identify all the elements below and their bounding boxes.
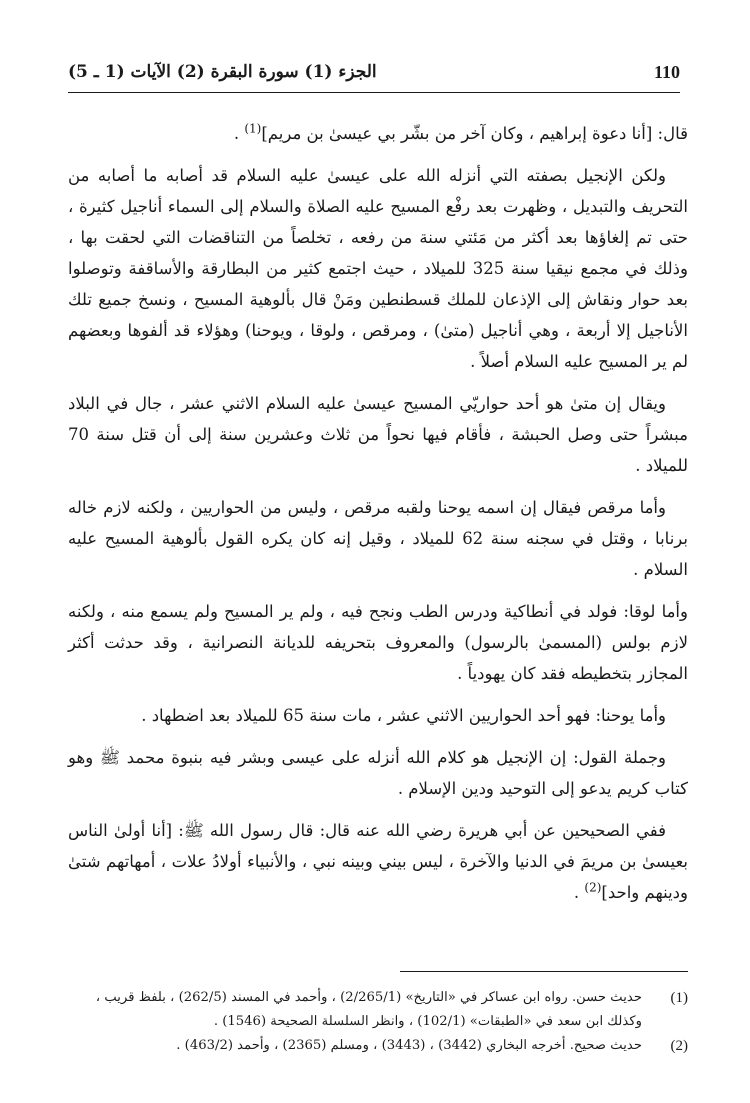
footnote-text: حديث صحيح. أخرجه البخاري (3442) ، (3443) ، ومسلم (2365) ، وأحمد (463/2) .: [176, 1038, 642, 1053]
footnote-2: [68, 1034, 688, 1058]
footnote-1: [68, 986, 688, 1034]
page-number: 110: [653, 62, 680, 82]
footnote-ref-2[interactable]: (2): [584, 880, 602, 895]
footnote-ref-1[interactable]: (1): [244, 121, 262, 136]
footnotes: [68, 986, 688, 1058]
paragraph-3: ويقال إن متىٰ هو أحد حواريّي المسيح عيسىٰ عليه السلام الاثني عشر ، جال في البلاد مبشراً حتى وصل الحبشة ، فأقام فيها نحواً من ثلاث وعشرين سنة إلى أن قتل سنة 70 للميلاد .: [68, 394, 688, 475]
paragraph-tail: .: [233, 124, 240, 143]
page-header: [68, 58, 680, 93]
footnote-number: (2): [670, 1038, 688, 1054]
paragraph-5: وأما لوقا: فولد في أنطاكية ودرس الطب ونجح فيه ، ولم ير المسيح ولم يسمع منه ، ولكنه لازم بولس (المسمىٰ بالرسول) والمعروف بتحريفه للديانة النصرانية ، وقد حدثت أكثر المجازر بتخطيطه فقد كان يهودياً .: [68, 602, 688, 683]
footnote-text: حديث حسن. رواه ابن عساكر في «التاريخ» (2/265/1) ، وأحمد في المسند (262/5) ، بلفظ قريب ، وكذلك ابن سعد في «الطبقات» (102/1) ، وانظر السلسلة الصحيحة (1546) .: [95, 990, 642, 1029]
main-text: [68, 118, 688, 919]
footnote-number: (1): [670, 990, 688, 1006]
paragraph-7: وجملة القول: إن الإنجيل هو كلام الله أنزله على عيسى وبشر فيه بنبوة محمد ﷺ وهو كتاب كريم يدعو إلى التوحيد ودين الإسلام .: [68, 748, 688, 798]
paragraph-text: قال: [أنا دعوة إبراهيم ، وكان آخر من بشّر بي عيسىٰ بن مريم]: [261, 124, 688, 143]
paragraph-tail: .: [573, 883, 580, 902]
paragraph-text: ففي الصحيحين عن أبي هريرة رضي الله عنه قال: قال رسول الله ﷺ: [أنا أولىٰ الناس بعيسىٰ بن مريمَ في الدنيا والآخرة ، ليس بيني وبينه نبي ، والأنبياء أولادُ علات ، أمهاتهم شتىٰ ودينهم واحد]: [68, 821, 688, 902]
paragraph-1: [68, 118, 688, 149]
paragraph-6: وأما يوحنا: فهو أحد الحواريين الاثني عشر ، مات سنة 65 للميلاد بعد اضطهاد .: [141, 706, 666, 725]
paragraph-4: وأما مرقص فيقال إن اسمه يوحنا ولقبه مرقص ، وليس من الحواريين ، ولكنه لازم خاله برنابا ، وقتل في سجنه سنة 62 للميلاد ، وقيل إنه كان يكره القول بألوهية المسيح عليه السلام .: [68, 498, 688, 579]
footnote-divider: [400, 971, 688, 972]
paragraph-8: [68, 815, 688, 908]
running-title: الجزء (1) سورة البقرة (2) الآيات (1 ـ 5): [68, 62, 377, 82]
paragraph-2: ولكن الإنجيل بصفته التي أنزله الله على عيسىٰ عليه السلام قد أصابه ما أصابه من التحريف والتبديل ، وظهرت بعد رفْع المسيح عليه الصلاة والسلام إلى السماء أناجيل كثيرة ، حتى تم إلغاؤها بعد أكثر من مَئتي سنة من رفعه ، تخلصاً من التناقضات التي لحقت بها ، وذلك في مجمع نيقيا سنة 325 للميلاد ، حيث اجتمع كثير من البطارقة والأساقفة وتوصلوا بعد حوار ونقاش إلى الإذعان للملك قسطنطين ومَنْ قال بألوهية المسيح ، ونسخ جميع تلك الأناجيل إلا أربعة ، وهي أناجيل (متىٰ) ، ومرقص ، ولوقا ، ويوحنا) وهؤلاء قد ألفوها وبعضهم لم ير المسيح عليه السلام أصلاً .: [68, 166, 688, 371]
